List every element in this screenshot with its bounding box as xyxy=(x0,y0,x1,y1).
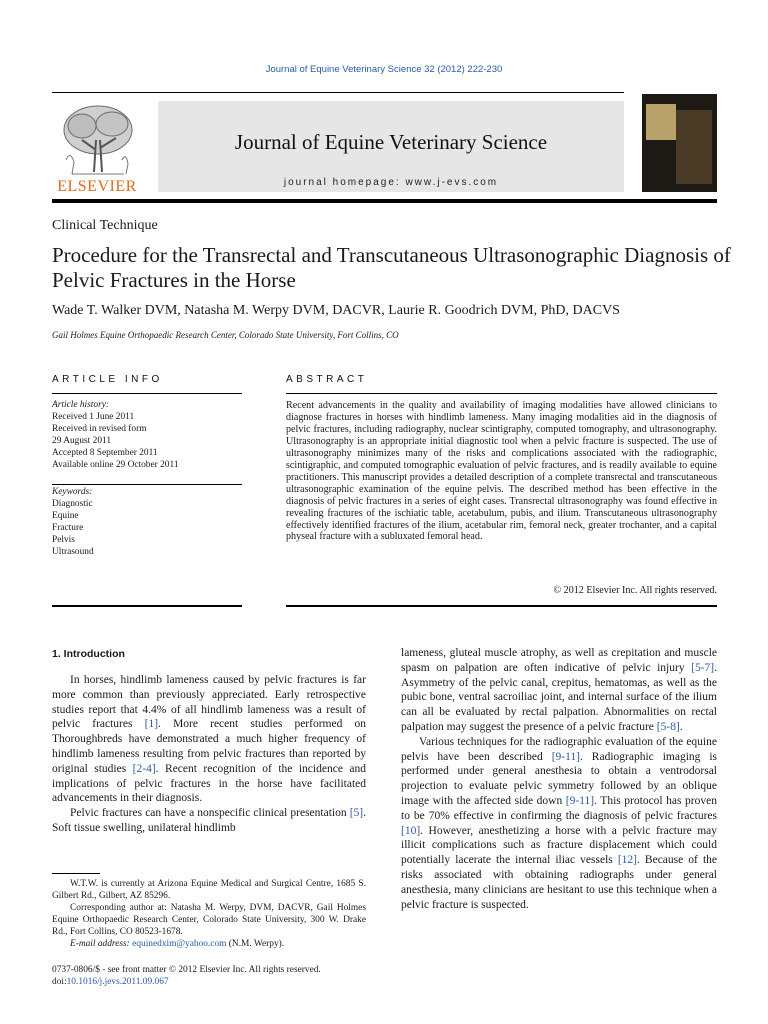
keyword: Equine xyxy=(52,510,79,521)
paragraph: Various techniques for the radiographic evaluation of the equine pelvis have been described [9-11]. Radiographic imaging is performed under general anesthesia to obtain a ventrodorsal projection to evaluate pelvic symmetry followed by an oblique image with the affected side down [9-11]. This protocol has proven to be 70% effective in confirming the diagnosis of pelvic fractures [10]. However, anesthetizing a horse with a pelvic fracture may illicit complications such as fracture displacement which could potentially lacerate the internal iliac vessels [12]. Because of the risks associated with obtaining radiographs under general anesthesia, many clinicians are hesitant to use this technique when a pelvic fracture is suspected. xyxy=(401,735,717,911)
abstract-top-rule xyxy=(286,393,717,394)
keyword: Ultrasound xyxy=(52,546,94,557)
journal-homepage[interactable]: journal homepage: www.j-evs.com xyxy=(283,177,499,188)
masthead-divider xyxy=(52,199,717,203)
abstract-copyright: © 2012 Elsevier Inc. All rights reserved. xyxy=(553,585,717,596)
history-item: Available online 29 October 2011 xyxy=(52,459,179,470)
header-divider xyxy=(52,92,624,93)
article-info-header: ARTICLE INFO xyxy=(52,374,163,385)
abstract-header: ABSTRACT xyxy=(286,374,368,385)
paragraph: Pelvic fractures can have a nonspecific clinical presentation [5]. Soft tissue swelling, unilateral hindlimb xyxy=(52,807,366,834)
footnote-email: E-mail address: equinedxim@yahoo.com (N.M. Werpy). xyxy=(70,938,285,949)
reference-link[interactable]: [1] xyxy=(144,718,159,731)
front-matter xyxy=(52,964,382,989)
affiliation: Gail Holmes Equine Orthopaedic Research Center, Colorado State University, Fort Collins, CO xyxy=(52,330,399,340)
keyword: Diagnostic xyxy=(52,498,93,509)
history-item: 29 August 2011 xyxy=(52,435,112,446)
article-info-top-rule xyxy=(52,393,242,394)
keywords xyxy=(52,487,242,558)
reference-link[interactable]: [5] xyxy=(349,807,364,820)
journal-citation[interactable]: Journal of Equine Veterinary Science 32 (2012) 222-230 xyxy=(265,64,503,75)
publisher-name: ELSEVIER xyxy=(57,178,137,195)
abstract-text: Recent advancements in the quality and availability of imaging modalities have allowed clinicians to diagnose fractures in horses with hindlimb lameness. Many imaging modalities aid in the diagnosis of pelvic fractures, including radiography, nuclear scintigraphy, computed tomography, and ultrasonography. Ultrasonography is an appropriate initial diagnostic tool when a pelvic fracture is suspected. The use of ultrasonography minimizes many of the risks and complications associated with the radiographic, scintigraphic, and computed tomographic evaluation of pelvic fractures, and is readily available to equine practitioners. This manuscript provides a detailed description of a complete transrectal and transcutaneous ultrasonographic examination of the equine pelvis. The described method has been effective in the diagnosis of pelvic fractures in a series of eight cases. Transrectal ultrasonography was found effective in revealing fractures of the ischiatic table, acetabulum, pubis, and ilium. Transcutaneous ultrasonography effectively identified fractures of the ilium, acetabular rim, femoral neck, greater trochanter, and a capital physeal fracture with a subluxated femoral head. xyxy=(286,400,717,543)
reference-link[interactable]: [9-11] xyxy=(565,794,595,807)
article-info-bottom-rule xyxy=(52,605,242,607)
paragraph: lameness, gluteal muscle atrophy, as well as crepitation and muscle spasm on palpation are often indicative of pelvic injury [5-7]. Asymmetry of the pelvic canal, crepitus, hematomas, as well as the pubic bone, ventral sacroiliac joint, and internal surface of the ilium can all be evaluated by rectal palpation. Abnormalities on rectal palpation may suggest the presence of a pelvic fracture [5-8]. xyxy=(401,647,717,733)
footnote: Corresponding author at: Natasha M. Werpy, DVM, DACVR, Gail Holmes Equine Orthopaedic Research Center, Colorado State University, 300 W. Drake Rd., Fort Collins, CO 80523-1678. xyxy=(52,902,366,937)
article-history xyxy=(52,400,242,471)
front-matter-line: 0737-0806/$ - see front matter © 2012 Elsevier Inc. All rights reserved. xyxy=(52,965,321,975)
reference-link[interactable]: [10] xyxy=(401,824,421,837)
cover-horse-image xyxy=(676,110,712,184)
reference-link[interactable]: [2-4] xyxy=(132,762,156,775)
body-column-right xyxy=(401,646,717,912)
keyword: Fracture xyxy=(52,522,84,533)
history-label: Article history: xyxy=(52,400,110,410)
article-info-mid-rule xyxy=(52,484,242,485)
section-heading-introduction: 1. Introduction xyxy=(52,648,125,660)
history-item: Received in revised form xyxy=(52,423,147,434)
email-link[interactable]: equinedxim@yahoo.com xyxy=(132,938,227,949)
footnote: W.T.W. is currently at Arizona Equine Medical and Surgical Centre, 1685 S. Gilbert Rd., Gilbert, AZ 85296. xyxy=(52,879,366,901)
footnotes xyxy=(52,879,366,950)
article-title: Procedure for the Transrectal and Transcutaneous Ultrasonographic Diagnosis of Pelvic Fractures in the Horse xyxy=(52,243,731,292)
doi-line: doi:10.1016/j.jevs.2011.09.067 xyxy=(52,977,169,988)
reference-link[interactable]: [12] xyxy=(617,854,637,867)
footnote-rule xyxy=(52,873,100,874)
cover-title-block xyxy=(646,104,676,140)
authors: Wade T. Walker DVM, Natasha M. Werpy DVM, DACVR, Laurie R. Goodrich DVM, PhD, DACVS xyxy=(52,303,620,318)
history-item: Accepted 8 September 2011 xyxy=(52,447,158,458)
paragraph: In horses, hindlimb lameness caused by pelvic fractures is far more common than previously appreciated. Early retrospective studies report that 4.4% of all hindlimb lameness was a result of pelvic fractures [1]. More recent studies performed on Thoroughbreds have demonstrated a much higher frequency of hindlimb lameness resulting from pelvic fractures than reported by original studies [2-4]. Recent recognition of the incidence and implications of pelvic fractures in the horse have facilitated advancements in their diagnosis. xyxy=(52,674,366,805)
reference-link[interactable]: [9-11] xyxy=(551,750,580,763)
section-type: Clinical Technique xyxy=(52,218,158,233)
reference-link[interactable]: [5-7] xyxy=(691,661,715,674)
keywords-label: Keywords: xyxy=(52,487,93,497)
keyword: Pelvis xyxy=(52,534,75,545)
doi-link[interactable]: 10.1016/j.jevs.2011.09.067 xyxy=(66,977,169,988)
journal-name: Journal of Equine Veterinary Science xyxy=(234,130,548,154)
history-item: Received 1 June 2011 xyxy=(52,411,135,422)
body-column-left xyxy=(52,673,366,836)
abstract-bottom-rule xyxy=(286,605,717,607)
reference-link[interactable]: [5-8] xyxy=(656,720,680,733)
